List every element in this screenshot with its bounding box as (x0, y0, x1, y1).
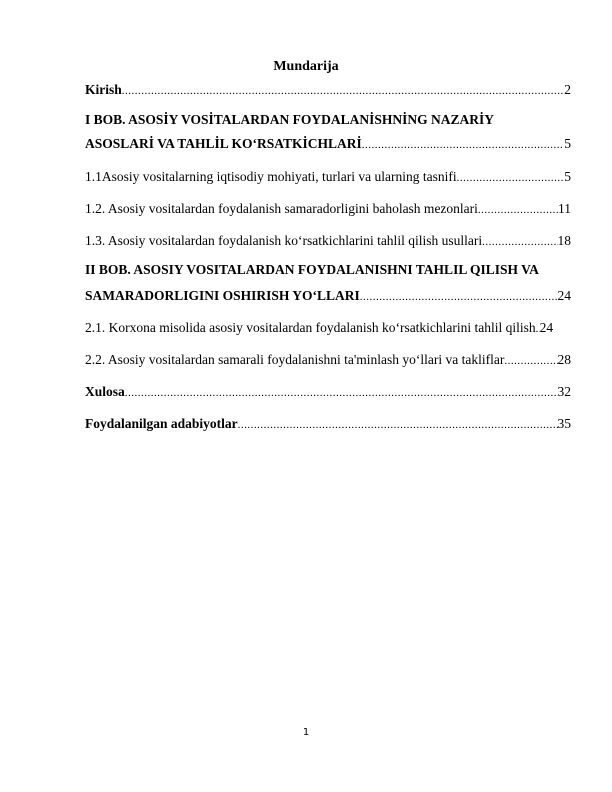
toc-entry-page: 24 (557, 288, 571, 303)
toc-entry-kirish[interactable] (85, 82, 571, 99)
dot-leader (238, 417, 558, 433)
toc-entry-page: 11 (558, 201, 571, 216)
toc-entry-chapter-2[interactable] (85, 288, 571, 305)
toc-entry-1-1[interactable] (85, 169, 571, 186)
toc-entry-page: 24 (539, 320, 554, 335)
dot-leader (457, 170, 565, 186)
toc-entry-page: 32 (557, 384, 571, 399)
toc-entry-page: 18 (557, 233, 571, 248)
dot-leader (482, 234, 557, 250)
toc-entry-chapter-1[interactable] (85, 136, 571, 153)
toc-chapter-2-heading[interactable]: II BOB. ASOSIY VOSITALARDAN FOYDALANISHNI TAHLIL QILISH VA (85, 262, 539, 277)
toc-entry-page: 5 (564, 136, 571, 151)
toc-entry-text: Foydalanilgan adabiyotlar (85, 416, 238, 431)
toc-entry-page: 2 (564, 82, 571, 97)
dot-leader (360, 289, 558, 305)
toc-entry-xulosa[interactable] (85, 384, 571, 401)
page-number: 1 (302, 727, 310, 738)
toc-entry-2-1[interactable] (85, 320, 571, 337)
toc-entry-text: 1.2. Asosiy vositalardan foydalanish samaradorligini baholash mezonlari (85, 201, 478, 216)
dot-leader (122, 83, 564, 99)
dot-leader (362, 137, 565, 153)
dot-leader (504, 353, 557, 369)
toc-entry-text: Kirish (85, 82, 122, 97)
toc-entry-text: ASOSLARİ VA TAHLİL KO‘RSATKİCHLARİ (85, 136, 362, 151)
toc-entry-text: 1.3. Asosiy vositalardan foydalanish ko‘rsatkichlarini tahlil qilish usullari (85, 233, 483, 248)
dot-leader (478, 202, 558, 218)
toc-entry-text: Xulosa (85, 384, 125, 399)
toc-title: Mundarija (273, 59, 339, 74)
toc-entry-text: SAMARADORLIGINI OSHIRISH YO‘LLARI (85, 288, 360, 303)
toc-entry-text: 2.2. Asosiy vositalardan samarali foydalanishni ta'minlash yo‘llari va takliflar (85, 352, 505, 367)
dot-leader (125, 385, 558, 401)
toc-entry-page: 35 (557, 416, 571, 431)
toc-chapter-1-heading[interactable]: I BOB. ASOSİY VOSİTALARDAN FOYDALANİSHNİNG NAZARİY (85, 112, 495, 127)
toc-entry-1-3[interactable] (85, 233, 571, 250)
toc-entry-text: 2.1. Korxona misolida asosiy vositalardan foydalanish ko‘rsatkichlarini tahlil qilish (85, 320, 536, 335)
toc-entry-page: 5 (564, 169, 571, 184)
toc-entry-text: 1.1Asosiy vositalarning iqtisodiy mohiyati, turlari va ularning tasnifi (85, 169, 457, 184)
toc-entry-1-2[interactable] (85, 201, 571, 218)
toc-entry-adabiyotlar[interactable] (85, 416, 571, 433)
toc-entry-page: 28 (557, 352, 571, 367)
toc-entry-2-2[interactable] (85, 352, 571, 369)
